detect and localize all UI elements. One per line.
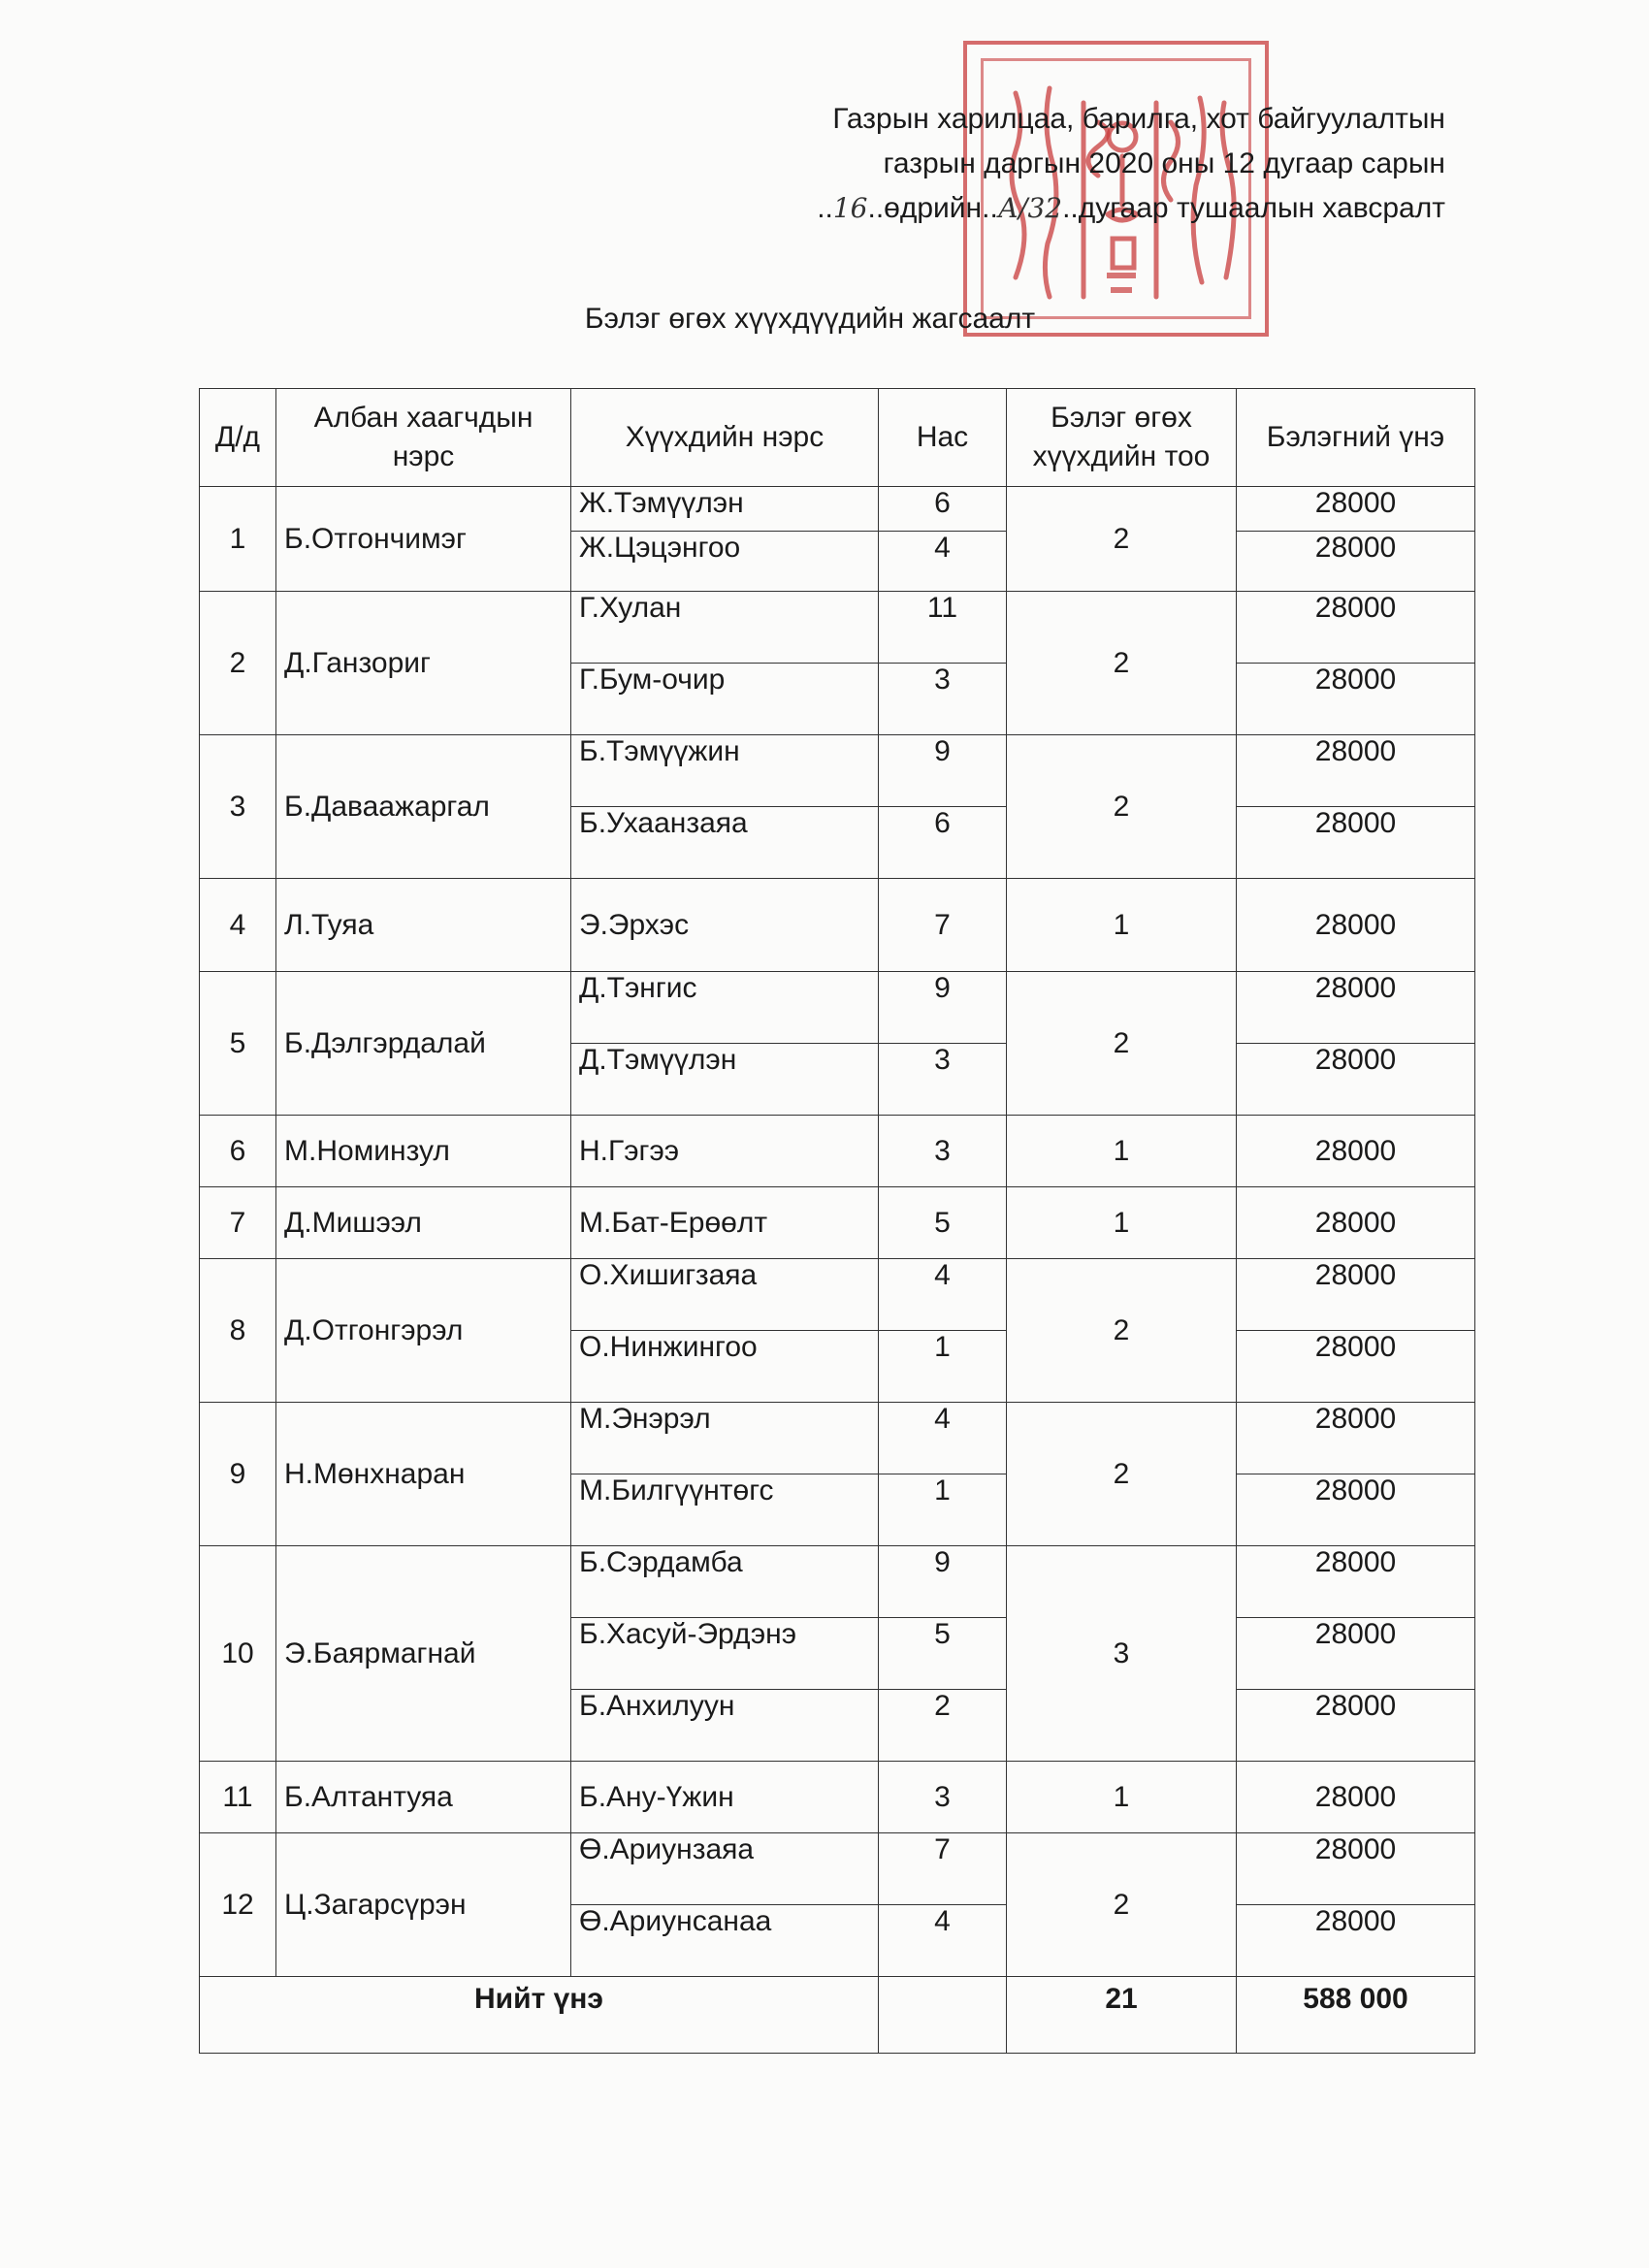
row-number: 2: [200, 592, 276, 735]
total-age-empty: [879, 1977, 1007, 2054]
gift-price: 28000: [1237, 592, 1475, 664]
child-name: Ж.Тэмүүлэн: [571, 487, 879, 532]
gift-price: 28000: [1237, 487, 1475, 532]
children-count: 2: [1007, 487, 1237, 592]
child-name: Ө.Ариунсанаа: [571, 1905, 879, 1977]
children-count: 1: [1007, 1116, 1237, 1187]
handwritten-day: 16: [832, 192, 868, 224]
child-age: 5: [879, 1618, 1007, 1690]
child-age: 3: [879, 664, 1007, 735]
gift-price: 28000: [1237, 664, 1475, 735]
child-age: 3: [879, 1044, 1007, 1116]
child-name: М.Энэрэл: [571, 1403, 879, 1474]
employee-name: Ц.Загарсүрэн: [276, 1833, 571, 1977]
employee-name: Б.Дэлгэрдалай: [276, 972, 571, 1116]
child-age: 6: [879, 487, 1007, 532]
child-name: М.Бат-Ерөөлт: [571, 1187, 879, 1259]
row-number: 5: [200, 972, 276, 1116]
gift-price: 28000: [1237, 1690, 1475, 1762]
child-age: 11: [879, 592, 1007, 664]
employee-name: Б.Алтантуяа: [276, 1762, 571, 1833]
document-title: Бэлэг өгөх хүүхдүүдийн жагсаалт: [584, 303, 1036, 335]
row-number: 12: [200, 1833, 276, 1977]
child-age: 5: [879, 1187, 1007, 1259]
header-line-3: ..16..өдрийн..А/32..дугаар тушаалын хавсралт: [817, 192, 1445, 224]
gift-price: 28000: [1237, 532, 1475, 592]
children-count: 3: [1007, 1546, 1237, 1762]
header-day-word: өдрийн: [884, 192, 983, 224]
child-name: Д.Тэмүүлэн: [571, 1044, 879, 1116]
gift-price: 28000: [1237, 1116, 1475, 1187]
employee-name: Д.Мишээл: [276, 1187, 571, 1259]
children-count: 2: [1007, 1833, 1237, 1977]
gift-price: 28000: [1237, 879, 1475, 972]
child-name: Б.Анхилуун: [571, 1690, 879, 1762]
children-count: 2: [1007, 972, 1237, 1116]
employee-name: Д.Ганзориг: [276, 592, 571, 735]
children-count: 2: [1007, 735, 1237, 879]
child-name: О.Нинжингоо: [571, 1331, 879, 1403]
gift-price: 28000: [1237, 1403, 1475, 1474]
row-number: 7: [200, 1187, 276, 1259]
row-number: 3: [200, 735, 276, 879]
header-line-3-end: дугаар тушаалын хавсралт: [1078, 192, 1445, 224]
child-age: 3: [879, 1116, 1007, 1187]
child-age: 6: [879, 807, 1007, 879]
children-count: 2: [1007, 1403, 1237, 1546]
gift-price: 28000: [1237, 1331, 1475, 1403]
table-row: [200, 879, 1475, 972]
table-row: [200, 1259, 1475, 1331]
child-age: 4: [879, 1905, 1007, 1977]
employee-name: Л.Туяа: [276, 879, 571, 972]
gift-price: 28000: [1237, 1762, 1475, 1833]
table-row: [200, 735, 1475, 807]
child-age: 1: [879, 1474, 1007, 1546]
row-number: 10: [200, 1546, 276, 1762]
table-header-row: [200, 389, 1475, 487]
child-name: Г.Хулан: [571, 592, 879, 664]
employee-name: М.Номинзул: [276, 1116, 571, 1187]
children-count: 1: [1007, 1762, 1237, 1833]
table-row: [200, 1762, 1475, 1833]
row-number: 9: [200, 1403, 276, 1546]
table-row: [200, 487, 1475, 532]
gift-price: 28000: [1237, 1474, 1475, 1546]
gift-price: 28000: [1237, 1905, 1475, 1977]
gift-price: 28000: [1237, 1546, 1475, 1618]
children-count: 1: [1007, 879, 1237, 972]
child-age: 4: [879, 532, 1007, 592]
total-count: 21: [1007, 1977, 1237, 2054]
child-name: Б.Тэмүүжин: [571, 735, 879, 807]
child-age: 3: [879, 1762, 1007, 1833]
header-price: Бэлэгний үнэ: [1237, 389, 1475, 487]
child-age: 4: [879, 1403, 1007, 1474]
employee-name: Б.Отгончимэг: [276, 487, 571, 592]
employee-name: Д.Отгонгэрэл: [276, 1259, 571, 1403]
table-row: [200, 1116, 1475, 1187]
child-age: 9: [879, 735, 1007, 807]
header-employee: Албан хаагчдын нэрс: [276, 389, 571, 487]
child-name: Н.Гэгээ: [571, 1116, 879, 1187]
gift-price: 28000: [1237, 1833, 1475, 1905]
gift-price: 28000: [1237, 972, 1475, 1044]
total-row: [200, 1977, 1475, 2054]
children-count: 1: [1007, 1187, 1237, 1259]
child-name: Д.Тэнгис: [571, 972, 879, 1044]
child-age: 4: [879, 1259, 1007, 1331]
row-number: 4: [200, 879, 276, 972]
gift-price: 28000: [1237, 1618, 1475, 1690]
child-age: 9: [879, 1546, 1007, 1618]
header-count: Бэлэг өгөх хүүхдийн тоо: [1007, 389, 1237, 487]
child-age: 9: [879, 972, 1007, 1044]
gift-price: 28000: [1237, 735, 1475, 807]
handwritten-order-number: А/32: [997, 192, 1063, 224]
order-attachment-header: [572, 97, 1445, 231]
table-row: [200, 1546, 1475, 1618]
child-name: Ө.Ариунзаяа: [571, 1833, 879, 1905]
row-number: 1: [200, 487, 276, 592]
table-row: [200, 972, 1475, 1044]
row-number: 8: [200, 1259, 276, 1403]
child-age: 2: [879, 1690, 1007, 1762]
child-name: Э.Эрхэс: [571, 879, 879, 972]
header-line-1: Газрын харилцаа, барилга, хот байгуулалтын: [832, 103, 1445, 135]
employee-name: Б.Даваажаргал: [276, 735, 571, 879]
child-name: М.Билгүүнтөгс: [571, 1474, 879, 1546]
header-line-2: газрын даргын 2020 оны 12 дугаар сарын: [883, 147, 1445, 179]
table-row: [200, 1187, 1475, 1259]
employee-name: Н.Мөнхнаран: [276, 1403, 571, 1546]
gift-price: 28000: [1237, 1187, 1475, 1259]
total-price: 588 000: [1237, 1977, 1475, 2054]
child-name: Ж.Цэцэнгоо: [571, 532, 879, 592]
child-name: Г.Бум-очир: [571, 664, 879, 735]
child-name: Б.Хасуй-Эрдэнэ: [571, 1618, 879, 1690]
total-label: Нийт үнэ: [200, 1977, 879, 2054]
table-row: [200, 592, 1475, 664]
child-age: 1: [879, 1331, 1007, 1403]
child-name: Б.Сэрдамба: [571, 1546, 879, 1618]
header-child: Хүүхдийн нэрс: [571, 389, 879, 487]
gift-price: 28000: [1237, 1259, 1475, 1331]
gift-price: 28000: [1237, 1044, 1475, 1116]
table-row: [200, 1403, 1475, 1474]
gift-price: 28000: [1237, 807, 1475, 879]
table-row: [200, 1833, 1475, 1905]
child-age: 7: [879, 879, 1007, 972]
child-age: 7: [879, 1833, 1007, 1905]
employee-name: Э.Баярмагнай: [276, 1546, 571, 1762]
row-number: 6: [200, 1116, 276, 1187]
header-age: Нас: [879, 389, 1007, 487]
child-name: Б.Ухаанзаяа: [571, 807, 879, 879]
gift-children-table: [199, 388, 1475, 2054]
child-name: Б.Ану-Үжин: [571, 1762, 879, 1833]
children-count: 2: [1007, 592, 1237, 735]
header-no: Д/д: [200, 389, 276, 487]
children-count: 2: [1007, 1259, 1237, 1403]
row-number: 11: [200, 1762, 276, 1833]
child-name: О.Хишигзаяа: [571, 1259, 879, 1331]
